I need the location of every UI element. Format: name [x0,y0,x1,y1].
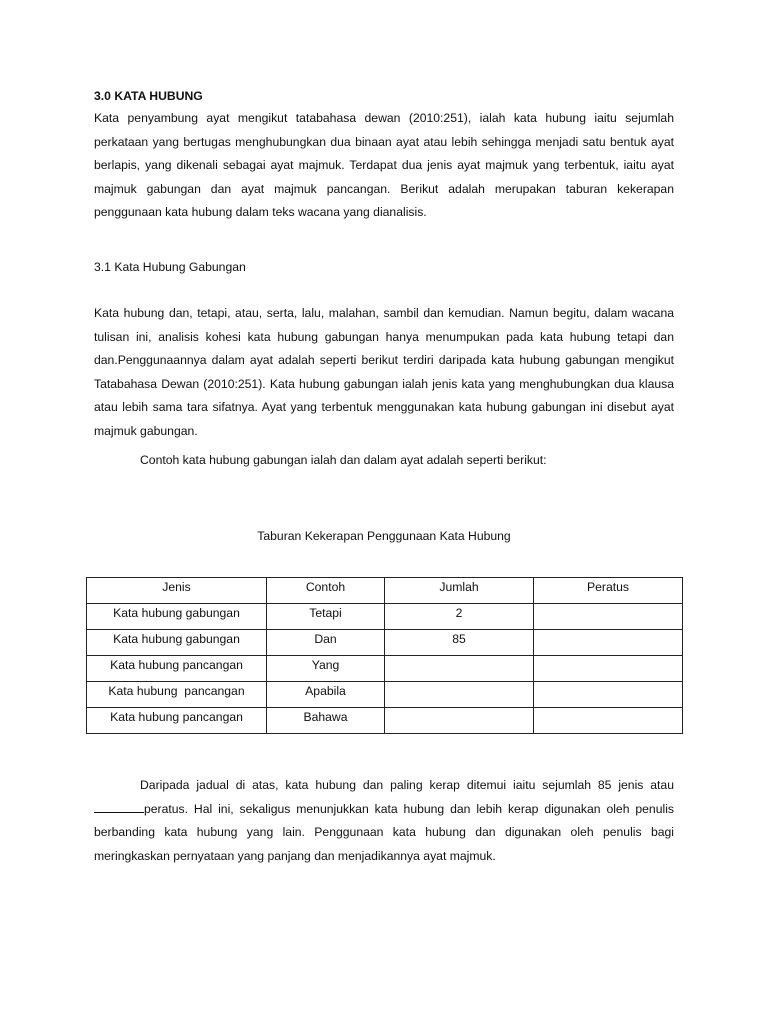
cell-peratus [534,656,683,682]
cell-jumlah [385,708,534,734]
table-row [87,604,683,630]
cell-jenis: Kata hubung pancangan [87,682,267,708]
cell-jenis: Kata hubung pancangan [87,656,267,682]
cell-contoh: Bahawa [267,708,385,734]
table-caption: Taburan Kekerapan Penggunaan Kata Hubung [257,529,511,543]
cell-jenis: Kata hubung gabungan [87,604,267,630]
cell-contoh: Yang [267,656,385,682]
section-paragraph: Kata penyambung ayat mengikut tatabahasa dewan (2010:251), ialah kata hubung iaitu sejumlah perkataan yang bertugas menghubungkan dua binaan ayat atau lebih sehingga menjadi satu bentuk ayat berlapis, yang dikenali sebagai ayat majmuk. Terdapat dua jenis ayat majmuk yang terbentuk, iaitu ayat majmuk gabungan dan ayat majmuk pancangan. Berikut adalah merupakan taburan kekerapan penggunaan kata hubung dalam teks wacana yang dianalisis. [94,111,674,219]
header-jumlah: Jumlah [385,578,534,604]
conclusion-paragraph [94,774,674,868]
subsection-heading: 3.1 Kata Hubung Gabungan [94,260,246,274]
frequency-table [86,577,683,734]
cell-peratus [534,708,683,734]
table-header-row [87,578,683,604]
cell-jumlah: 2 [385,604,534,630]
header-jenis: Jenis [87,578,267,604]
table-row [87,656,683,682]
cell-contoh: Apabila [267,682,385,708]
table-row [87,682,683,708]
cell-jumlah: 85 [385,630,534,656]
header-contoh: Contoh [267,578,385,604]
cell-contoh: Tetapi [267,604,385,630]
cell-contoh: Dan [267,630,385,656]
cell-jumlah [385,682,534,708]
cell-jumlah [385,656,534,682]
header-peratus: Peratus [534,578,683,604]
cell-peratus [534,604,683,630]
table-row [87,708,683,734]
cell-jenis: Kata hubung pancangan [87,708,267,734]
cell-peratus [534,630,683,656]
percentage-blank [94,801,144,813]
conclusion-part-2: peratus. Hal ini, sekaligus menunjukkan kata hubung dan lebih kerap digunakan oleh penulis berbanding kata hubung yang lain. Penggunaan kata hubung dan digunakan oleh penulis bagi meringkaskan pernyataan yang panjang dan menjadikannya ayat majmuk. [94,801,674,863]
cell-jenis: Kata hubung gabungan [87,630,267,656]
cell-peratus [534,682,683,708]
table-row [87,630,683,656]
section-heading: 3.0 KATA HUBUNG [94,89,203,103]
example-line: Contoh kata hubung gabungan ialah dan dalam ayat adalah seperti berikut: [140,453,547,467]
subsection-paragraph: Kata hubung dan, tetapi, atau, serta, lalu, malahan, sambil dan kemudian. Namun begitu, dalam wacana tulisan ini, analisis kohesi kata hubung gabungan hanya menumpukan pada kata hubung tetapi dan dan.Penggunaannya dalam ayat adalah seperti berikut terdiri daripada kata hubung gabungan mengikut Tatabahasa Dewan (2010:251). Kata hubung gabungan ialah jenis kata yang menghubungkan dua klausa atau lebih sama tara sifatnya. Ayat yang terbentuk menggunakan kata hubung gabungan ini disebut ayat majmuk gabungan. [94,306,674,438]
conclusion-part-1: Daripada jadual di atas, kata hubung dan paling kerap ditemui iaitu sejumlah 85 jenis atau [140,778,674,792]
